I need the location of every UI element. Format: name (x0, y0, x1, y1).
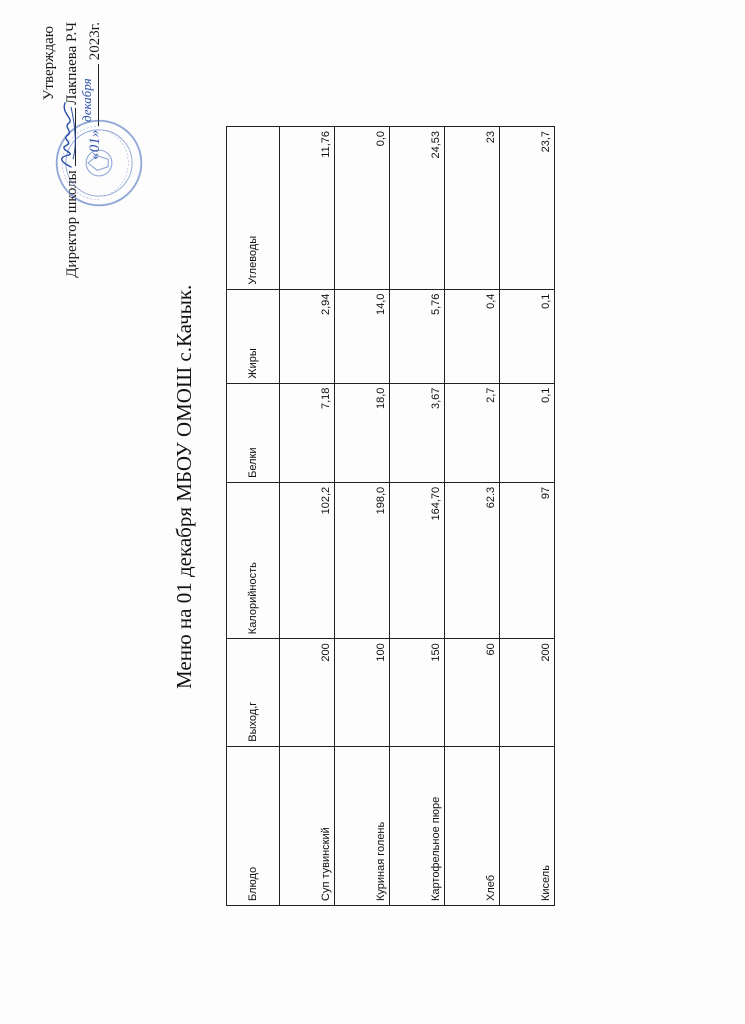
header-weight: Выход,г (227, 639, 280, 746)
table-header-row (227, 127, 280, 906)
cell-dish: Суп тувинский (280, 746, 335, 905)
cell-calories: 62.3 (445, 482, 500, 638)
cell-dish: Картофельное пюре (390, 746, 445, 905)
cell-calories: 164,70 (390, 482, 445, 638)
cell-weight: 60 (445, 639, 500, 746)
header-calories: Калорийность (227, 482, 280, 638)
cell-weight: 200 (500, 639, 555, 746)
director-signature-icon (49, 99, 79, 169)
table-row (390, 127, 445, 906)
table-row (445, 127, 500, 906)
cell-carbs: 23 (445, 127, 500, 290)
cell-fats: 0,1 (500, 289, 555, 383)
cell-carbs: 11,76 (280, 127, 335, 290)
cell-fats: 2,94 (280, 289, 335, 383)
director-prefix: Директор школы (64, 170, 80, 278)
cell-weight: 100 (335, 639, 390, 746)
date-year: 2023г. (87, 22, 103, 61)
cell-proteins: 3,67 (390, 383, 445, 482)
cell-fats: 5,76 (390, 289, 445, 383)
page-title: Меню на 01 декабря МБОУ ОМОШ с.Качык. (172, 284, 196, 689)
cell-carbs: 24,53 (390, 127, 445, 290)
date-month: декабря (79, 78, 94, 122)
date-day: «01» (87, 129, 103, 160)
cell-fats: 14,0 (335, 289, 390, 383)
director-name: Лакпаева Р.Ч (64, 22, 80, 105)
header-fats: Жиры (227, 289, 280, 383)
cell-proteins: 7,18 (280, 383, 335, 482)
cell-dish: Кисель (500, 746, 555, 905)
cell-weight: 200 (280, 639, 335, 746)
cell-calories: 97 (500, 482, 555, 638)
cell-weight: 150 (390, 639, 445, 746)
cell-proteins: 18,0 (335, 383, 390, 482)
header-dish: Блюдо (227, 746, 280, 905)
cell-calories: 102,2 (280, 482, 335, 638)
cell-fats: 0,4 (445, 289, 500, 383)
header-carbs: Углеводы (227, 127, 280, 290)
cell-proteins: 0,1 (500, 383, 555, 482)
cell-carbs: 0,0 (335, 127, 390, 290)
cell-calories: 198,0 (335, 482, 390, 638)
header-proteins: Белки (227, 383, 280, 482)
cell-dish: Хлеб (445, 746, 500, 905)
cell-dish: Куриная голень (335, 746, 390, 905)
table-row (500, 127, 555, 906)
cell-carbs: 23,7 (500, 127, 555, 290)
approval-title: Утверждаю (41, 26, 57, 101)
menu-table (226, 126, 555, 906)
table-row (280, 127, 335, 906)
table-row (335, 127, 390, 906)
cell-proteins: 2,7 (445, 383, 500, 482)
